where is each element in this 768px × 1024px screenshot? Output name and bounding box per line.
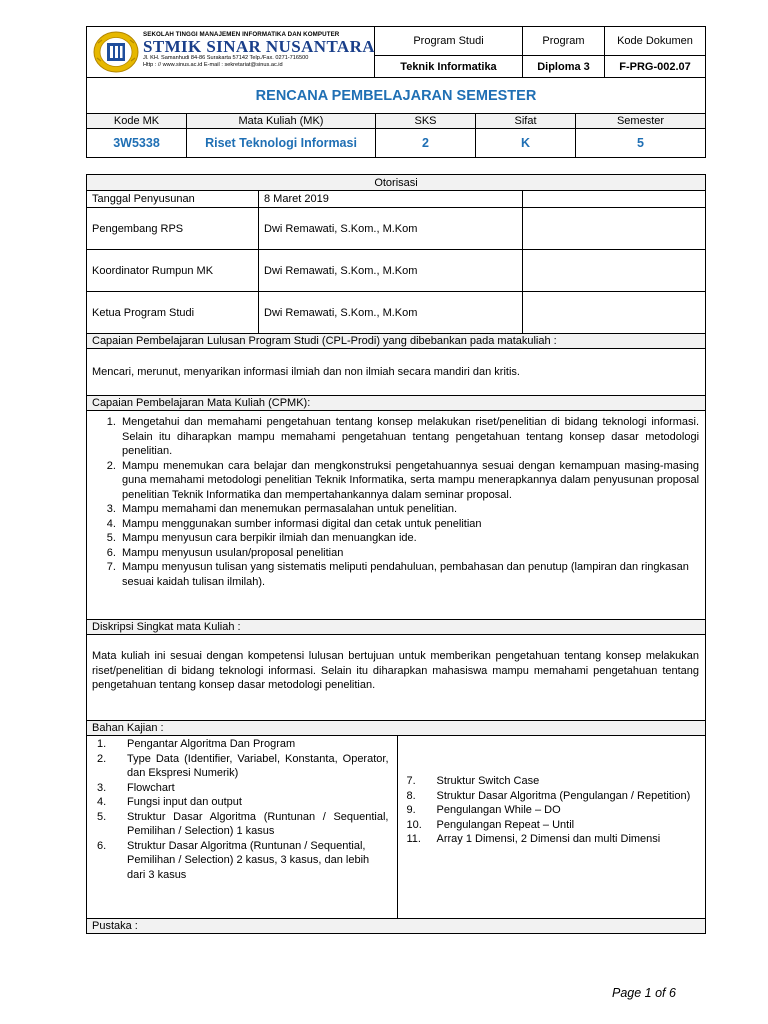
kaprodi-value: Dwi Remawati, S.Kom., M.Kom <box>259 292 523 334</box>
kode-dokumen-label: Kode Dokumen <box>605 27 706 56</box>
koordinator-label: Koordinator Rumpun MK <box>87 250 259 292</box>
cpmk-list <box>92 415 699 589</box>
sks-value: 2 <box>376 129 476 158</box>
doc-title: RENCANA PEMBELAJARAN SEMESTER <box>87 78 706 115</box>
course-info-table <box>86 113 706 158</box>
cpmk-item: 3. Mampu memahami dan menemukan permasalahan untuk penelitian. <box>119 502 699 517</box>
bahan-kajian-cell <box>87 736 706 919</box>
kode-mk-value: 3W5338 <box>87 129 187 158</box>
bahan-item: 4. Fungsi input dan output <box>97 796 242 808</box>
rps-main-table <box>86 174 706 934</box>
stmik-logo-icon <box>93 31 139 73</box>
bahan-item: 7. Struktur Switch Case <box>406 775 540 787</box>
sks-header: SKS <box>376 114 476 129</box>
kaprodi-label: Ketua Program Studi <box>87 292 259 334</box>
semester-header: Semester <box>576 114 706 129</box>
cpl-text: Mencari, merunut, menyarikan informasi ilmiah dan non ilmiah secara mandiri dan kritis. <box>87 349 706 396</box>
bahan-left-list <box>94 737 389 882</box>
bahan-left-col <box>87 736 397 918</box>
program-label: Program <box>523 27 605 56</box>
tanggal-sign <box>523 191 706 208</box>
pengembang-sign <box>523 208 706 250</box>
cpmk-item: 7. Mampu menyusun tulisan yang sistematis meliputi pendahuluan, pembahasan dan penutup (lampiran dan ringkasan sesuai kaidah tulisan ilmilah). <box>119 560 699 589</box>
cpmk-item: 4. Mampu menggunakan sumber informasi digital dan cetak untuk penelitian <box>119 517 699 532</box>
bahan-item: 10. Pengulangan Repeat – Until <box>406 818 575 831</box>
cpmk-item: 1. Mengetahui dan memahami pengetahuan tentang konsep melakukan riset/penelitian di bidang teknologi informasi. Selain itu diharapkan mampu memahami pengetahuan tentang pengetahuan tentang konsep dasar metodologi penelitian. <box>119 415 699 459</box>
sifat-header: Sifat <box>476 114 576 129</box>
kode-dokumen-value: F-PRG-002.07 <box>605 56 706 78</box>
mata-kuliah-value: Riset Teknologi Informasi <box>187 129 376 158</box>
prodi-label: Program Studi <box>375 27 523 56</box>
semester-value: 5 <box>576 129 706 158</box>
bahan-item: 11. Array 1 Dimensi, 2 Dimensi dan multi Dimensi <box>406 833 661 845</box>
page-number: Page 1 of 6 <box>612 986 676 1000</box>
bahan-item: 6. Struktur Dasar Algoritma (Runtunan / Sequential, Pemilihan / Selection) 2 kasus, 3 kasus, dan lebih dari 3 kasus <box>97 839 370 881</box>
cpmk-item: 5. Mampu menyusun cara berpikir ilmiah dan menuangkan ide. <box>119 531 699 546</box>
school-web-email: Http : // www.sinus.ac.id E-mail : sekretariat@sinus.ac.id <box>143 62 283 68</box>
document-header <box>86 26 706 115</box>
school-type-text: SEKOLAH TINGGI MANAJEMEN INFORMATIKA DAN KOMPUTER <box>143 31 340 38</box>
school-name: STMIK SINAR NUSANTARA <box>143 37 375 56</box>
koordinator-value: Dwi Remawati, S.Kom., M.Kom <box>259 250 523 292</box>
kode-mk-header: Kode MK <box>87 114 187 129</box>
bahan-right-list <box>404 774 701 847</box>
otorisasi-heading: Otorisasi <box>87 175 706 191</box>
institution-block <box>87 27 375 78</box>
bahan-item: 9. Pengulangan While – DO <box>406 804 561 816</box>
pengembang-label: Pengembang RPS <box>87 208 259 250</box>
bahan-right-col <box>397 736 706 918</box>
deskripsi-text: Mata kuliah ini sesuai dengan kompetensi lulusan bertujuan untuk memberikan pengetahuan tentang konsep melakukan riset/penelitian di bidang teknologi informasi. Selain itu diharapkan mahasiswa mampu memahami pengetahuan tentang pengetahuan tentang konsep dasar metodologi penelitian. <box>87 635 706 721</box>
prodi-value: Teknik Informatika <box>375 56 523 78</box>
bahan-item: 5. Struktur Dasar Algoritma (Runtunan / Sequential, Pemilihan / Selection) 1 kasus <box>97 810 389 837</box>
cpmk-list-cell <box>87 411 706 620</box>
mata-kuliah-header: Mata Kuliah (MK) <box>187 114 376 129</box>
bahan-item: 8. Struktur Dasar Algoritma (Pengulangan / Repetition) <box>406 789 691 802</box>
program-value: Diploma 3 <box>523 56 605 78</box>
pengembang-value: Dwi Remawati, S.Kom., M.Kom <box>259 208 523 250</box>
tanggal-value: 8 Maret 2019 <box>259 191 523 208</box>
school-address: Jl. KH. Samanhudi 84-86 Surakarta 57142 Telp./Fax. 0271-716500 <box>143 55 309 61</box>
bahan-item: 3. Flowchart <box>97 781 175 794</box>
pustaka-heading: Pustaka : <box>87 919 706 934</box>
koordinator-sign <box>523 250 706 292</box>
cpmk-heading: Capaian Pembelajaran Mata Kuliah (CPMK): <box>87 396 706 411</box>
deskripsi-heading: Diskripsi Singkat mata Kuliah : <box>87 620 706 635</box>
kaprodi-sign <box>523 292 706 334</box>
cpmk-item: 6. Mampu menyusun usulan/proposal penelitian <box>119 546 699 561</box>
sifat-value: K <box>476 129 576 158</box>
bahan-item: 2. Type Data (Identifier, Variabel, Konstanta, Operator, dan Ekspresi Numerik) <box>97 752 389 779</box>
cpl-heading: Capaian Pembelajaran Lulusan Program Studi (CPL-Prodi) yang dibebankan pada matakuliah : <box>87 334 706 349</box>
bahan-heading: Bahan Kajian : <box>87 721 706 736</box>
cpmk-item: 2. Mampu menemukan cara belajar dan mengkonstruksi pengetahuannya sesuai dengan kemampuan masing-masing guna memahami metodologi penelitian Teknik Informatika, serta mampu menerapkannya dalam penyusunan proposal penelitian Teknik Informatika dan mempertahankannya dalam seminar proposal. <box>119 459 699 503</box>
tanggal-label: Tanggal Penyusunan <box>87 191 259 208</box>
bahan-kajian-grid <box>87 736 706 918</box>
bahan-item: 1. Pengantar Algoritma Dan Program <box>97 738 296 750</box>
